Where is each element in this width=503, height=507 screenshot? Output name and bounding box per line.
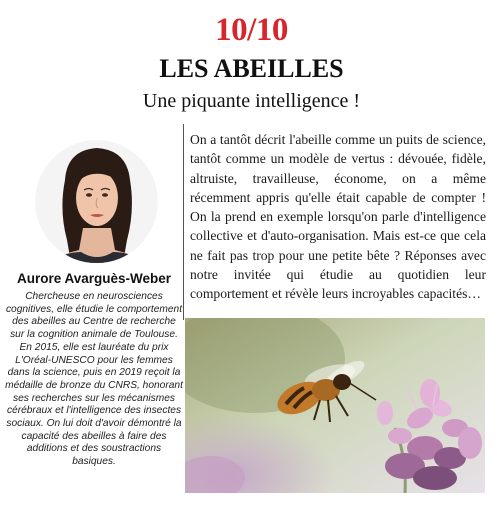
- guest-name: Aurore Avarguès-Weber: [16, 271, 172, 286]
- bee-photo: [185, 318, 485, 493]
- article-subtitle: Une piquante intelligence !: [142, 90, 361, 112]
- article-title: LES ABEILLES: [159, 54, 344, 83]
- column-divider: [183, 124, 184, 320]
- article-intro: On a tantôt décrit l'abeille comme un puits de science, tantôt comme un modèle de vertus : dévouée, fidèle, altruiste, travailleuse, économe, on a même récemment appris qu'elle était capable de compter ! On la prend en exemple lorsqu'on parle d'intelligence collective et d'auto-organisation. Mais est-ce que cela ne fait pas trop pour une petite bête ? Réponses avec notre invitée qui étudie au quotidien leur comportement et révèle leurs incroyables capacités…: [190, 132, 486, 302]
- guest-portrait: [35, 140, 158, 263]
- guest-bio: Chercheuse en neurosciences cognitives, elle étudie le comportement des abeilles au Centre de recherche sur la cognition animale de Toulouse. En 2015, elle est lauréate du prix L'Oréal-UNESCO pour les femmes dans la science, puis en 2019 reçoit la médaille de bronze du CNRS, honorant ses recherches sur les mécanismes cérébraux et l'intelligence des insectes sociaux. On lui doit d'avoir démontré la capacité des abeilles à faire des additions et des soustractions basiques.: [5, 291, 183, 468]
- series-number: 10/10: [215, 12, 288, 48]
